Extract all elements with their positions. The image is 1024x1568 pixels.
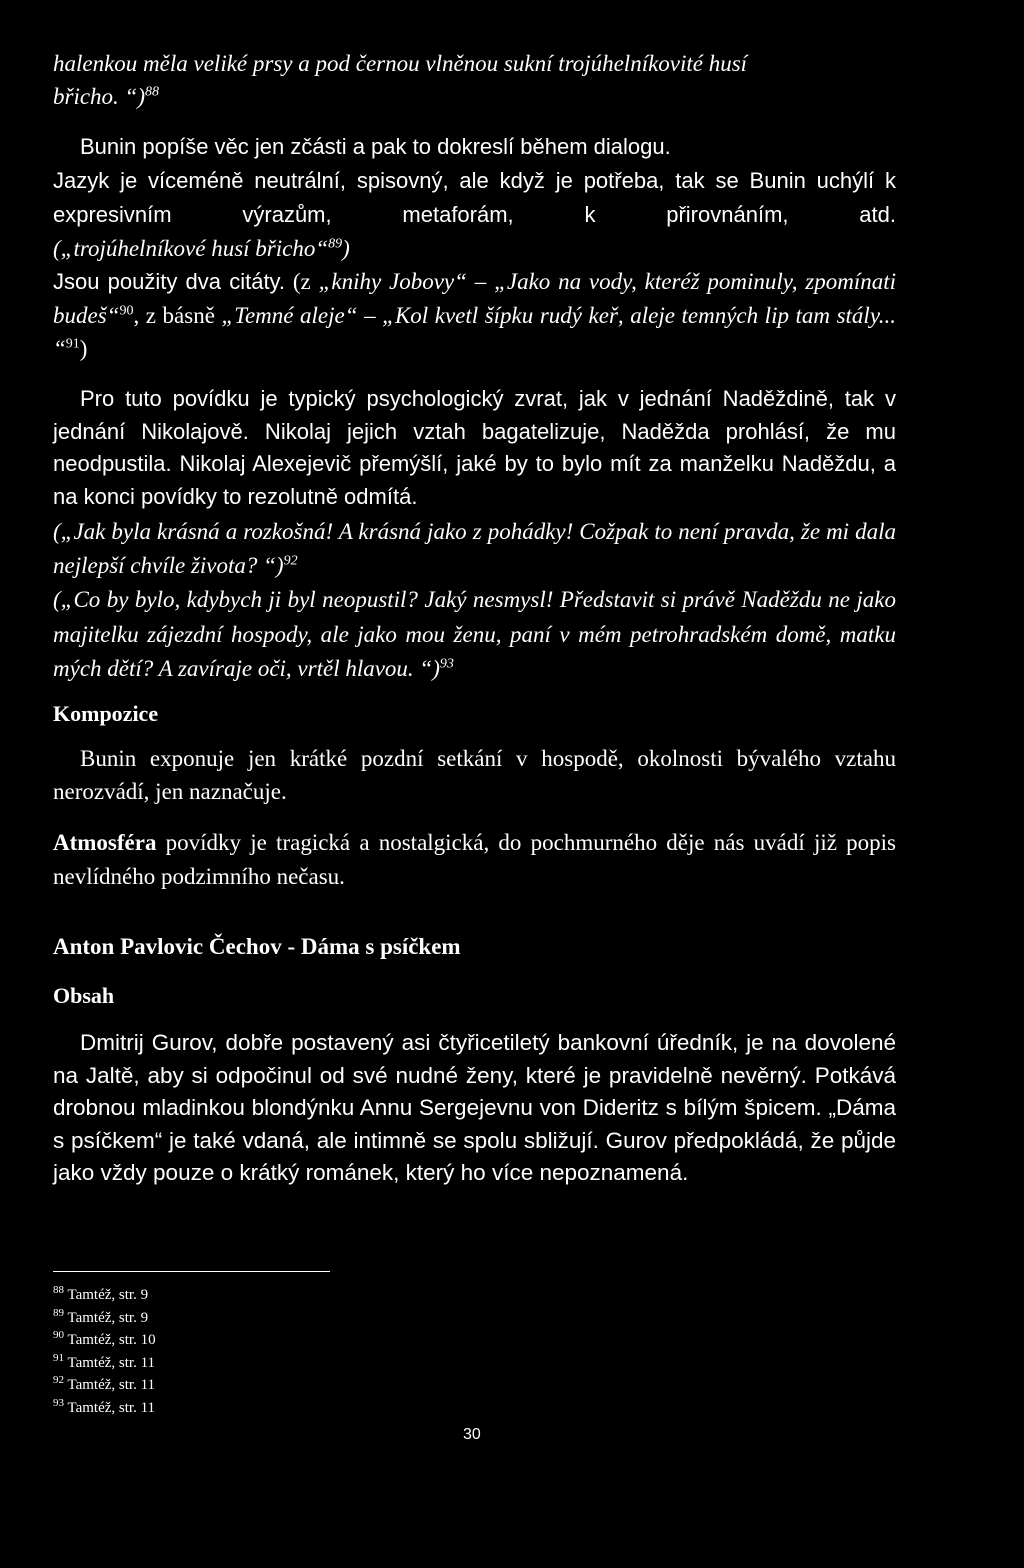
- footnote-text: Tamtéž, str. 11: [67, 1354, 156, 1371]
- quote-nadezda-beauty: [53, 515, 896, 583]
- footnote-number: 88: [53, 1284, 64, 1296]
- footnote-ref: 91: [65, 336, 80, 352]
- footnote-text: Tamtéž, str. 10: [67, 1332, 156, 1349]
- paragraph-language: [53, 131, 896, 265]
- footnotes: [53, 1284, 156, 1420]
- quote-text: [53, 583, 896, 687]
- obsah-text: Dmitrij Gurov, dobře postavený asi čtyřicetiletý bankovní úředník, je na dovolené na Jaltě, aby si odpočinul od své nudné ženy, které je pravidelně nevěrný. Potkává drobnou mladinkou blondýnku Annu Sergejevnu von Dideritz s bílým špicem. „Dáma s psíčkem“ je také vdaná, ale intimně se spolu sbližují. Gurov předpokládá, že půjde jako vždy pouze o krátký románek, který ho více nepoznamená.: [53, 1030, 896, 1186]
- paragraph-line: Jazyk je víceméně neutrální, spisovný, ale když je potřeba, tak se Bunin uchýlí k expresivním výrazům, metaforám, k přirovnáním, atd.: [53, 167, 896, 228]
- footnote-item: [53, 1397, 156, 1420]
- footnote-number: 93: [53, 1396, 64, 1409]
- footnote-item: [53, 1352, 156, 1375]
- paragraph-line: Bunin popíše věc jen zčásti a pak to dokreslí během dialogu.: [80, 134, 671, 159]
- kompozice-text: Bunin exponuje jen krátké pozdní setkání v hospodě, okolnosti bývalého vztahu nerozvádí, jen naznačuje.: [53, 746, 896, 804]
- page-number: 30: [463, 1426, 481, 1443]
- paragraph-citations: [53, 265, 896, 366]
- atmosfera-body: povídky je tragická a nostalgická, do pochmurného děje nás uvádí již popis nevlídného podzimního nečasu.: [53, 830, 896, 889]
- footnote-text: Tamtéž, str. 11: [67, 1399, 156, 1416]
- footnote-text: Tamtéž, str. 9: [67, 1287, 149, 1303]
- footnote-ref: 90: [119, 302, 134, 318]
- section-chekhov: [53, 931, 896, 963]
- paragraph-text: [53, 265, 896, 366]
- footnote-number: 92: [53, 1374, 64, 1387]
- kompozice-heading: Kompozice: [53, 701, 159, 726]
- section-title: Anton Pavlovic Čechov - Dáma s psíčkem: [53, 934, 461, 959]
- footnote-number: 89: [53, 1306, 64, 1319]
- footnote-number: 91: [53, 1351, 64, 1364]
- paragraph-atmosfera: [53, 826, 896, 894]
- quote-end: břicho. “): [53, 83, 145, 109]
- paren-close: ): [342, 235, 350, 261]
- citation-job: „knihy Jobovy“ – „Jako na vody, kteréž pominuly, zpomínati budeš“: [53, 269, 897, 328]
- footnote-item: [53, 1307, 156, 1330]
- footnote-item: [53, 1329, 156, 1352]
- footnote-text: Tamtéž, str. 9: [67, 1309, 149, 1326]
- quote-text: [53, 515, 896, 583]
- footnote-ref: 89: [328, 235, 343, 251]
- atmosfera-term: Atmosféra: [53, 830, 157, 855]
- citation-poem: „Temné aleje“ – „Kol kvetl šípku rudý keř, aleje temných lip tam stály... “: [53, 302, 897, 361]
- quote-body: („Jak byla krásná a rozkošná! A krásná jako z pohádky! Cožpak to není pravda, že mi dala nejlepší chvíle života? “): [53, 519, 896, 578]
- footnote-item: [53, 1284, 156, 1307]
- section-obsah: [53, 980, 896, 1190]
- obsah-heading: Obsah: [53, 983, 115, 1008]
- inline-quote: „trojúhelníkové husí břicho“: [60, 235, 329, 261]
- paragraph-line: [53, 233, 896, 266]
- footnote-text: Tamtéž, str. 11: [67, 1377, 156, 1394]
- footnote-divider: [53, 1271, 330, 1272]
- atmosfera-text: [53, 826, 896, 894]
- footnote-number: 90: [53, 1329, 64, 1342]
- paragraph-text: Pro tuto povídku je typický psychologický zvrat, jak v jednání Naděždině, tak v jednání Nikolajově. Nikolaj jejich vztah bagatelizuje, Naděžda prohlásí, že mu neodpustila. Nikolaj Alexejevič přemýšlí, jaké by to bylo mít za manželku Naděždu, a na konci povídky to rezolutně odmítá.: [53, 386, 896, 509]
- footnote-ref: 88: [145, 83, 159, 99]
- citations-open: (z: [292, 269, 319, 294]
- citations-mid: , z básně: [133, 302, 222, 328]
- quote-continuation: [53, 48, 896, 113]
- citations-close: ): [79, 336, 88, 361]
- footnote-ref: 93: [439, 656, 454, 672]
- section-kompozice: [53, 698, 896, 808]
- footnote-item: [53, 1374, 156, 1397]
- paren-open: (: [53, 235, 61, 261]
- quote-line: [53, 81, 896, 114]
- quote-line: halenkou měla veliké prsy a pod černou vlněnou sukní trojúhelníkovité husí: [53, 51, 748, 76]
- quote-body: („Co by bylo, kdybych ji byl neopustil? Jaký nesmysl! Představit si právě Naděždu ne jako majitelku zájezdní hospody, ale jako mou ženu, paní v mém petrohradském domě, matku mých dětí? A zavíraje oči, vrtěl hlavou. “): [53, 587, 896, 681]
- citations-intro: Jsou použity dva citáty.: [53, 269, 286, 294]
- paragraph-psychology: [53, 383, 896, 513]
- quote-nonsense: [53, 583, 896, 687]
- footnote-ref: 92: [283, 553, 298, 569]
